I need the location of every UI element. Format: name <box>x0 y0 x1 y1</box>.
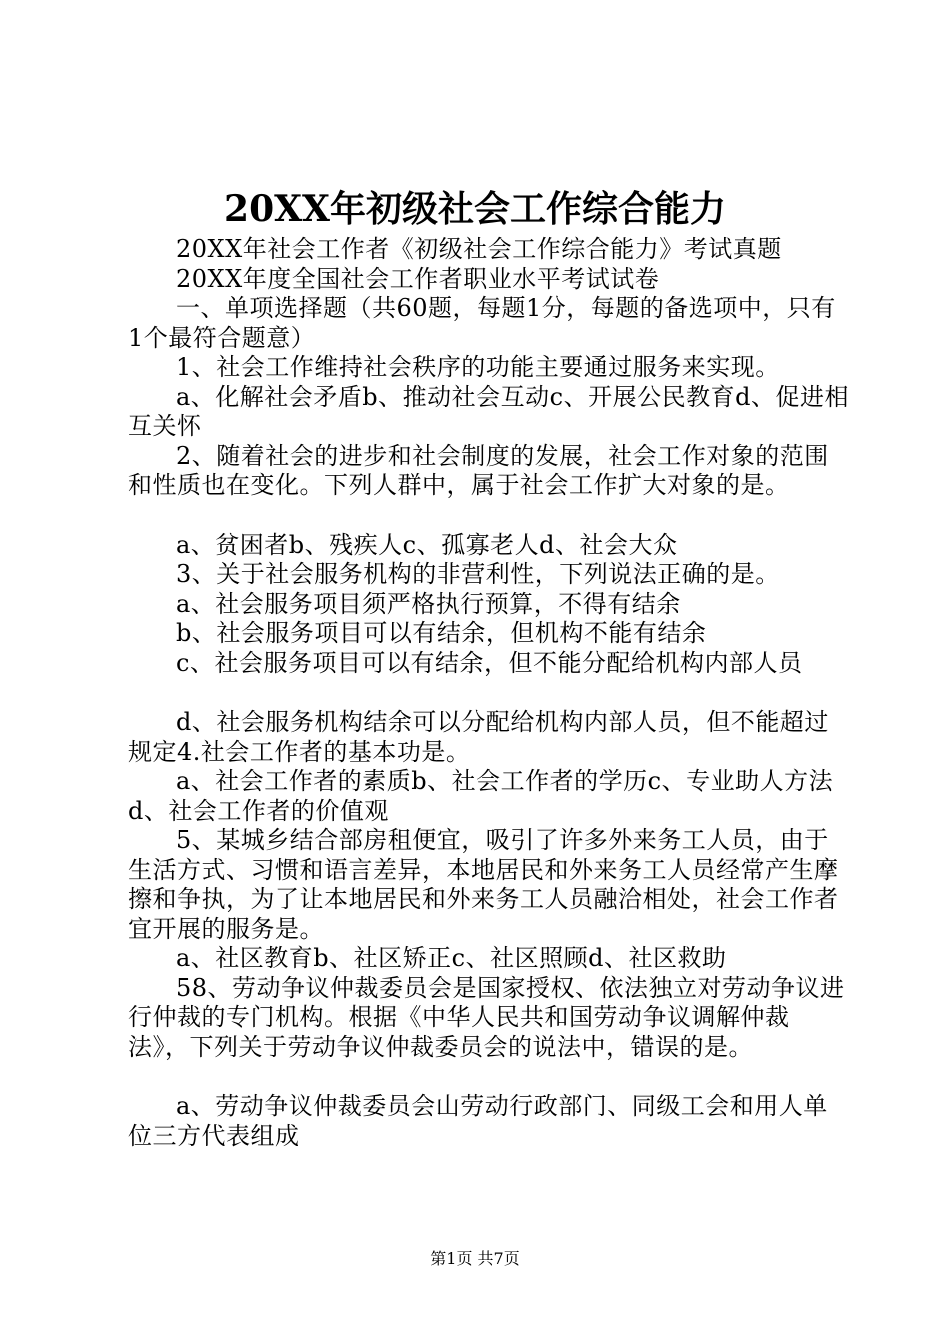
question-5-options: a、社区教育b、社区矫正c、社区照顾d、社区救助 <box>176 944 727 972</box>
question-58: 58、劳动争议仲裁委员会是国家授权、依法独立对劳动争议进行仲裁的专门机构。根据《中华人民共和国劳动争议调解仲裁法》，下列关于劳动争议仲裁委员会的说法中，错误的是。 <box>128 973 845 1061</box>
paragraph: 20XX年社会工作者《初级社会工作综合能力》考试真题 <box>176 235 782 263</box>
question-1: 1、社会工作维持社会秩序的功能主要通过服务来实现。 <box>176 353 780 381</box>
page-footer: 第1页 共7页 <box>430 1249 520 1268</box>
paragraph: 一、单项选择题（共60题，每题1分，每题的备选项中，只有1个最符合题意） <box>128 294 836 352</box>
document-title: 20XX年初级社会工作综合能力 <box>224 188 726 230</box>
question-2-options: a、贫困者b、残疾人c、孤寡老人d、社会大众 <box>176 530 678 559</box>
paragraph: 20XX年度全国社会工作者职业水平考试试卷 <box>176 264 660 293</box>
question-3-option-a: a、社会服务项目须严格执行预算，不得有结余 <box>176 589 681 618</box>
question-3: 3、关于社会服务机构的非营利性，下列说法正确的是。 <box>176 560 780 588</box>
question-4-options: a、社会工作者的素质b、社会工作者的学历c、专业助人方法d、社会工作者的价值观 <box>128 767 834 825</box>
question-3-option-d: d、社会服务机构结余可以分配给机构内部人员，但不能超过规定4.社会工作者的基本功是。 <box>128 708 829 766</box>
question-3-option-b: b、社会服务项目可以有结余，但机构不能有结余 <box>176 619 707 647</box>
question-1-options: a、化解社会矛盾b、推动社会互动c、开展公民教育d、促进相互关怀 <box>128 382 849 440</box>
question-58-option-a: a、劳动争议仲裁委员会山劳动行政部门、同级工会和用人单位三方代表组成 <box>128 1092 828 1150</box>
question-5: 5、某城乡结合部房租便宜，吸引了许多外来务工人员，由于生活方式、习惯和语言差异，本地居民和外来务工人员经常产生摩擦和争执，为了让本地居民和外来务工人员融洽相处，社会工作者宜开展的服务是。 <box>128 826 839 943</box>
question-2: 2、随着社会的进步和社会制度的发展，社会工作对象的范围和性质也在变化。下列人群中，属于社会工作扩大对象的是。 <box>128 441 829 499</box>
question-3-option-c: c、社会服务项目可以有结余，但不能分配给机构内部人员 <box>176 648 803 677</box>
document-body <box>128 235 850 1151</box>
